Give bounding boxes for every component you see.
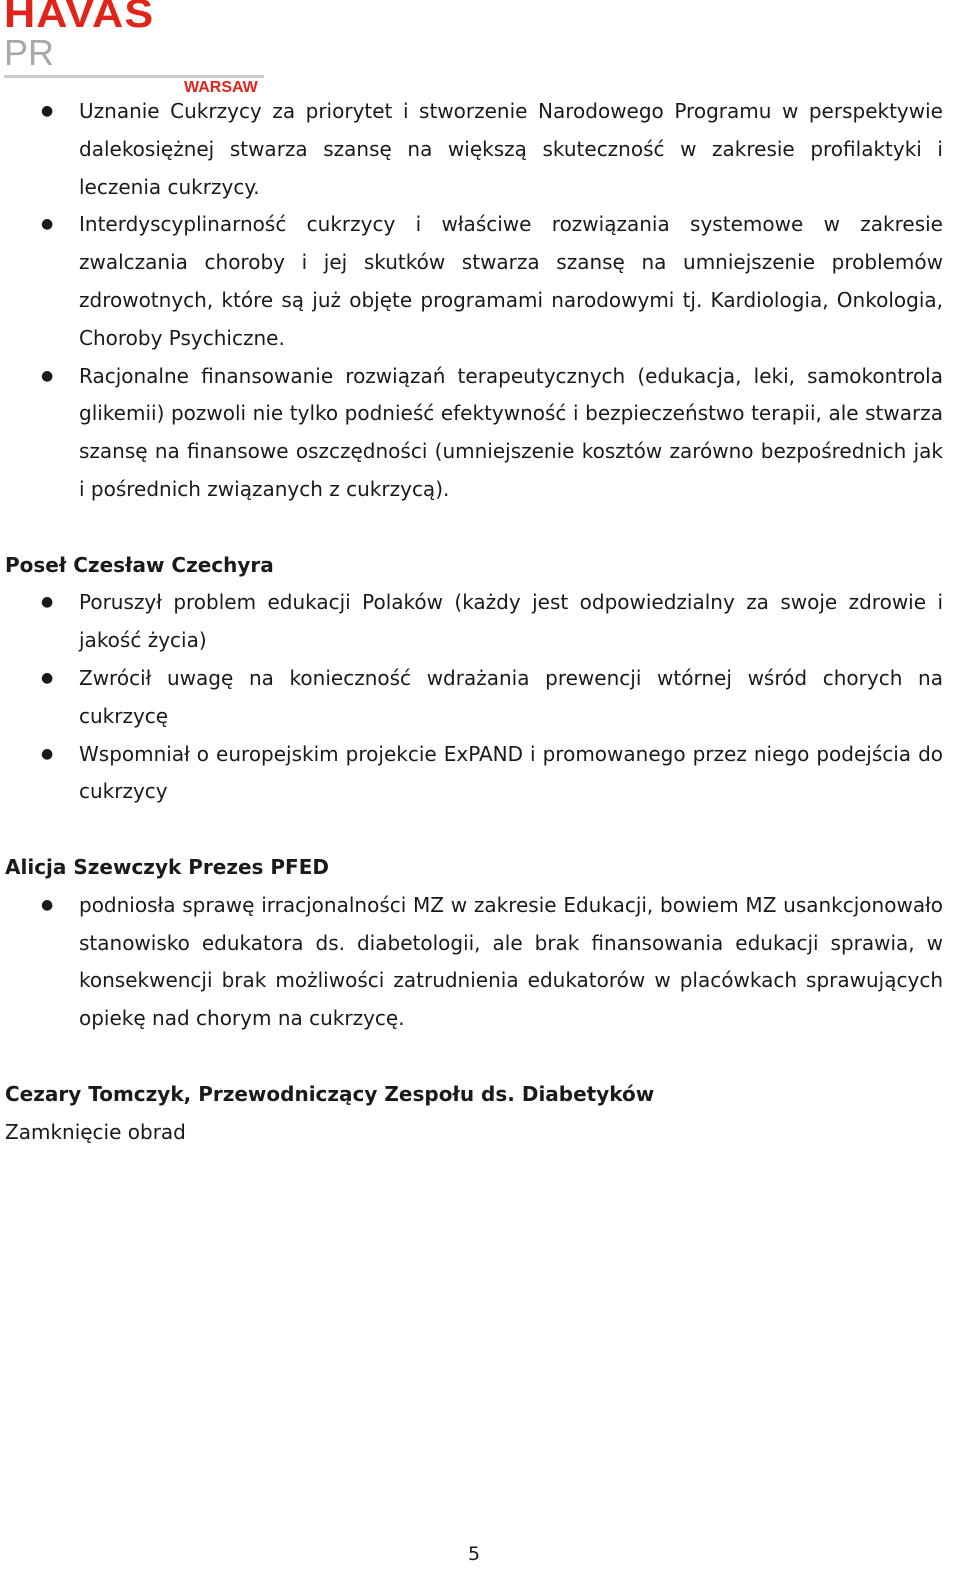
list-item: ● podniosła sprawę irracjonalności MZ w zakresie Edukacji, bowiem MZ usankcjonowało stanowisko edukatora ds. diabetologii, ale brak finansowania edukacji sprawia, w konsekwencji brak możliwości zatrudnienia edukatorów w placówkach sprawujących opiekę nad chorym na cukrzycę. (5, 887, 943, 1038)
bullet-icon: ● (41, 103, 54, 119)
bullet-icon: ● (41, 594, 54, 611)
document-body (5, 93, 943, 1151)
section-heading-szewczyk: Alicja Szewczyk Prezes PFED (5, 854, 329, 879)
bullet-list-szewczyk (5, 887, 943, 1038)
section-heading-czechyra: Poseł Czesław Czechyra (5, 552, 274, 577)
bullet-icon: ● (41, 745, 54, 762)
list-item: ● Wspomniał o europejskim projekcie ExPAND i promowanego przez niego podejścia do cukrzycy (5, 736, 943, 812)
havas-pr-warsaw-logo (4, 0, 266, 98)
bullet-list-priorities (5, 93, 943, 509)
bullet-icon: ● (41, 216, 54, 233)
closing-text: Zamknięcie obrad (5, 1119, 186, 1144)
logo-divider (4, 75, 264, 78)
bullet-icon: ● (41, 367, 54, 384)
list-item: ● Poruszył problem edukacji Polaków (każdy jest odpowiedzialny za swoje zdrowie i jakość życia) (5, 584, 943, 660)
list-item: ● Racjonalne finansowanie rozwiązań terapeutycznych (edukacja, leki, samokontrola glikemii) pozwoli nie tylko podnieść efektywność i bezpieczeństwo terapii, ale stwarza szansę na finansowe oszczędności (umniejszenie kosztów zarówno bezpośrednich jak i pośrednich związanych z cukrzycą). (5, 358, 943, 509)
bullet-list-czechyra (5, 584, 943, 811)
section-heading-tomczyk: Cezary Tomczyk, Przewodniczący Zespołu ds. Diabetyków (5, 1081, 655, 1106)
bullet-icon: ● (41, 896, 54, 913)
logo-city-text: WARSAW (184, 79, 258, 96)
list-item: ● Interdyscyplinarność cukrzycy i właściwe rozwiązania systemowe w zakresie zwalczania choroby i jej skutków stwarza szansę na umniejszenie problemów zdrowotnych, które są już objęte programami narodowymi tj. Kardiologia, Onkologia, Choroby Psychiczne. (5, 206, 943, 357)
list-item: ● Uznanie Cukrzycy za priorytet i stworzenie Narodowego Programu w perspektywie dalekosiężnej stwarza szansę na większą skuteczność w zakresie profilaktyki i leczenia cukrzycy. (5, 93, 943, 206)
logo-pr-text: PR (4, 32, 55, 73)
page-number: 5 (467, 1543, 481, 1565)
bullet-icon: ● (41, 669, 54, 686)
logo-havas-text: HAVAS (4, 0, 155, 36)
list-item: ● Zwrócił uwagę na konieczność wdrażania prewencji wtórnej wśród chorych na cukrzycę (5, 660, 943, 736)
